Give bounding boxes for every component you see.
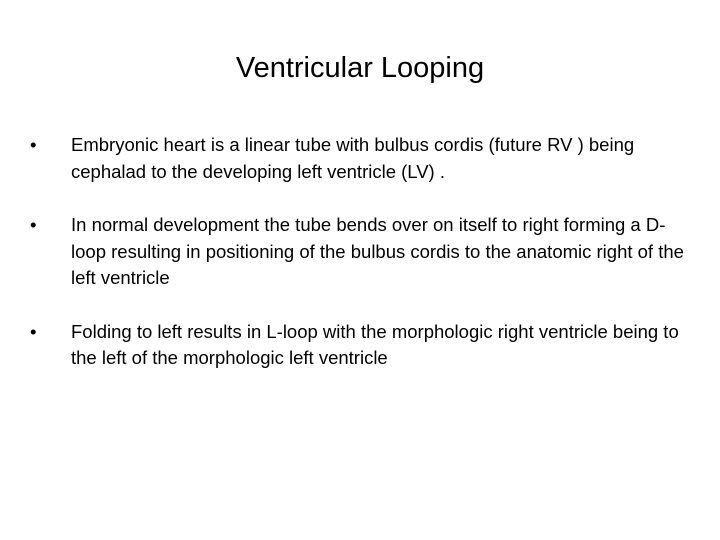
bullet-list xyxy=(30,132,690,399)
bullet-dot-icon: • xyxy=(30,134,37,155)
bullet-text-2: In normal development the tube bends over on itself to right forming a D-loop resulting in positioning of the bulbus cordis to the anatomic right of the left ventricle xyxy=(71,214,684,288)
bullet-dot-icon: • xyxy=(30,320,37,342)
bullet-text-3: Folding to left results in L-loop with the morphologic right ventricle being to the left of the morphologic left ventricle xyxy=(71,320,679,368)
bullet-dot-icon: • xyxy=(30,214,37,235)
bullet-item-3 xyxy=(30,319,690,372)
slide-title: Ventricular Looping xyxy=(235,52,485,84)
bullet-item-1 xyxy=(30,132,690,185)
bullet-item-2 xyxy=(30,212,690,292)
bullet-text-1: Embryonic heart is a linear tube with bulbus cordis (future RV ) being cephalad to the developing left ventricle (LV) . xyxy=(71,134,635,182)
